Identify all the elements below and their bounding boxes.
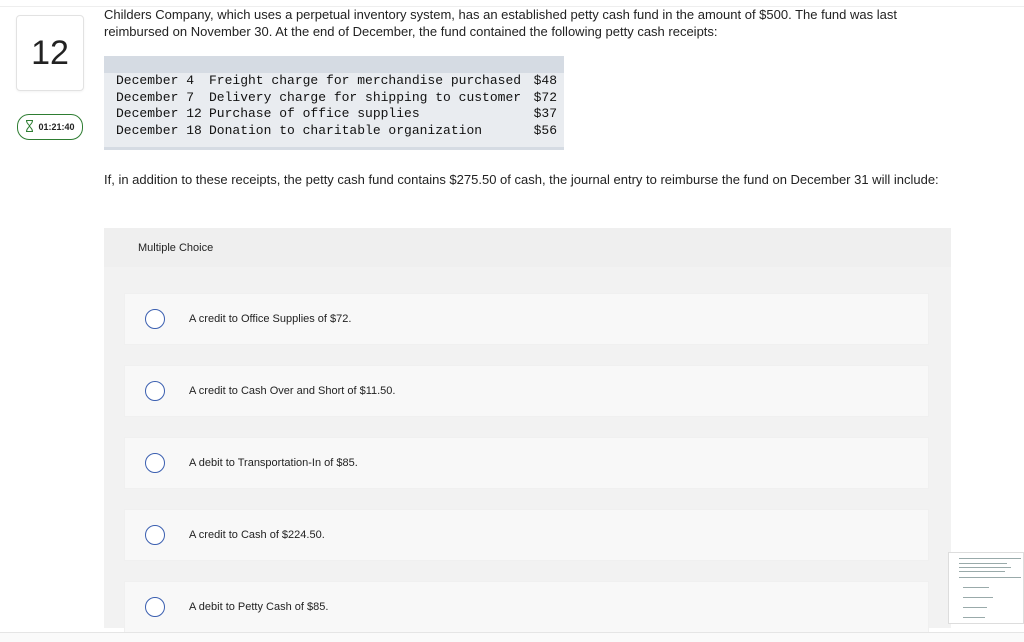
radio-button[interactable] — [145, 453, 165, 473]
question-number: 12 — [31, 33, 69, 72]
option-d[interactable] — [124, 509, 929, 561]
option-b[interactable] — [124, 365, 929, 417]
thumbnail-line — [963, 617, 985, 618]
receipt-row — [116, 90, 564, 107]
radio-button[interactable] — [145, 381, 165, 401]
page-thumbnail[interactable] — [948, 552, 1024, 624]
receipt-row — [116, 106, 564, 123]
receipt-description: Purchase of office supplies — [209, 106, 420, 121]
option-e[interactable] — [124, 581, 929, 633]
receipt-description: Freight charge for merchandise purchased — [209, 73, 522, 88]
option-label: A credit to Cash Over and Short of $11.50. — [189, 385, 396, 397]
receipt-amount: $72 — [533, 89, 557, 105]
receipt-row — [116, 123, 564, 140]
thumbnail-line — [963, 607, 987, 608]
radio-button[interactable] — [145, 597, 165, 617]
receipt-description: Donation to charitable organization — [209, 122, 483, 138]
option-label: A credit to Office Supplies of $72. — [189, 313, 352, 325]
thumbnail-line — [959, 558, 1021, 559]
option-c[interactable] — [124, 437, 929, 489]
receipt-date: December 7 — [116, 89, 195, 105]
receipt-amount: $56 — [533, 122, 557, 138]
receipt-date: December 18 — [116, 122, 202, 138]
receipt-amount: $48 — [533, 73, 557, 88]
thumbnail-line — [959, 571, 1005, 572]
option-a[interactable] — [124, 293, 929, 345]
radio-button[interactable] — [145, 309, 165, 329]
thumbnail-line — [963, 587, 989, 588]
thumbnail-line — [959, 577, 1021, 578]
question-number-badge — [16, 15, 84, 91]
hourglass-icon — [25, 120, 34, 134]
receipt-date: December 12 — [116, 106, 202, 121]
multiple-choice-header: Multiple Choice — [104, 228, 951, 267]
question-text: If, in addition to these receipts, the petty cash fund contains $275.50 of cash, the journal entry to reimburse the fund on December 31 will include: — [104, 172, 939, 187]
thumbnail-line — [963, 597, 993, 598]
multiple-choice-panel — [104, 228, 951, 628]
timer-badge[interactable] — [17, 114, 83, 140]
receipt-description: Delivery charge for shipping to customer — [209, 89, 522, 105]
thumbnail-line — [959, 567, 1011, 568]
timer-value: 01:21:40 — [38, 122, 75, 132]
option-label: A debit to Petty Cash of $85. — [189, 601, 329, 613]
receipts-table — [104, 56, 564, 150]
radio-button[interactable] — [145, 525, 165, 545]
question-prompt: Childers Company, which uses a perpetual inventory system, has an established petty cash fund in the amount of $500. The fund was last reimbursed on November 30. At the end of December, the fund contained the following petty cash receipts: — [104, 7, 897, 39]
option-label: A credit to Cash of $224.50. — [189, 529, 325, 541]
receipt-amount: $37 — [533, 106, 557, 121]
receipt-row — [116, 73, 564, 90]
thumbnail-line — [959, 563, 1007, 564]
option-label: A debit to Transportation-In of $85. — [189, 457, 358, 469]
receipt-date: December 4 — [116, 73, 195, 88]
